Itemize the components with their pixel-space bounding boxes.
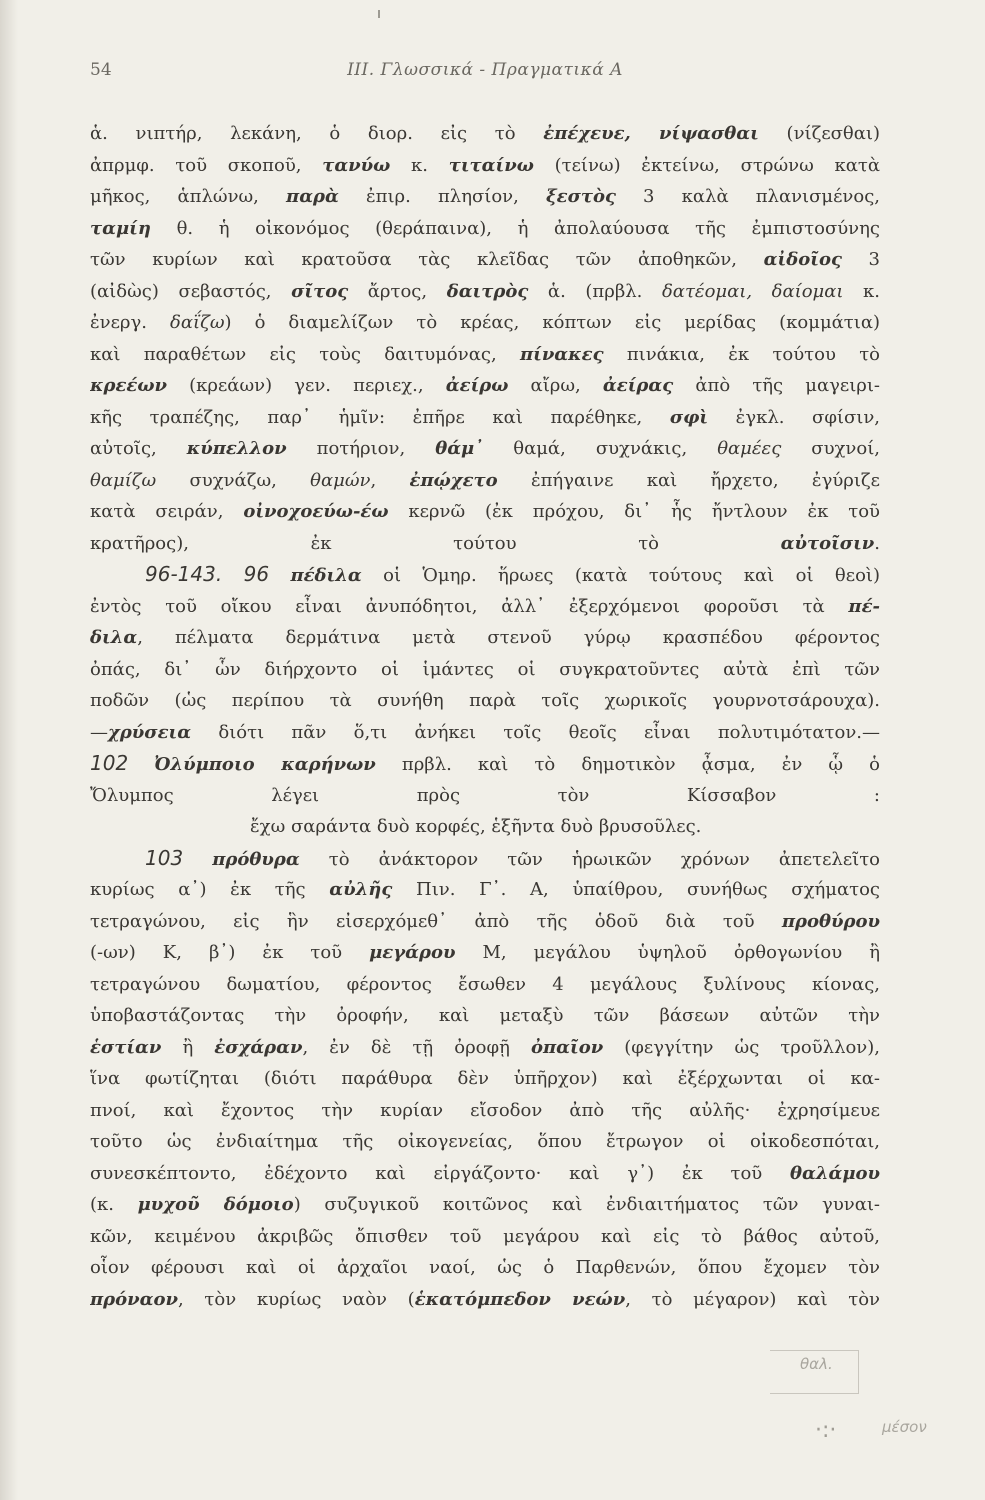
text-run: (κ.: [90, 1194, 138, 1215]
text-line: [90, 685, 880, 717]
text-run: κ.: [390, 154, 449, 176]
text-run: (κρεάων) γεν. περιεχ.,: [166, 375, 446, 396]
text-run: , πέλματα δερμάτινα μετὰ στενοῦ γύρῳ κρασπέδου φέροντος: [137, 627, 880, 648]
text-line: [90, 1221, 880, 1253]
text-run: κ.: [843, 280, 880, 302]
text-line: [90, 843, 880, 875]
text-run: .: [874, 532, 880, 554]
text-line: [90, 1063, 880, 1095]
lemma: δαΐζω: [170, 312, 225, 333]
lemma: ξεστὸς: [545, 186, 616, 207]
text-run: 3: [841, 249, 880, 270]
text-line: [90, 276, 880, 308]
lemma: ὀπαῖον: [530, 1036, 604, 1058]
text-line: [90, 181, 880, 213]
text-line: [90, 1284, 880, 1316]
text-run: , ἐν δὲ τῇ ὀροφῇ: [302, 1036, 531, 1058]
lemma: δαιτρὸς: [446, 280, 529, 302]
text-run: ἐπήγαινε καὶ ἤρχετο, ἐγύριζε: [497, 469, 880, 491]
pencil-dots: ·:·: [815, 1418, 837, 1443]
text-run: Μ, μεγάλου ὑψηλοῦ ὀρθογωνίου ἢ: [455, 942, 880, 963]
text-line: [90, 118, 880, 150]
text-run: ἀπὸ τῆς μαγειρι-: [673, 375, 880, 396]
text-line: [90, 370, 880, 402]
text-line: [90, 937, 880, 969]
text-run: κῶν, κειμένου ἀκριβῶς ὄπισθεν τοῦ μεγάρου καὶ εἰς τὸ βάθος αὐτοῦ,: [90, 1225, 880, 1247]
text-run: κατὰ σειράν,: [90, 501, 244, 522]
text-line: [90, 717, 880, 749]
text-run: διότι πᾶν ὅ,τι ἀνήκει τοῖς θεοῖς εἶναι πολυτιμότατον.—: [191, 721, 880, 743]
lemma: πέ-: [848, 595, 880, 617]
text-run: ἐπιρ. πλησίον,: [338, 186, 546, 207]
text-run: πνοί, καὶ ἔχοντος τὴν κυρίαν εἴσοδον ἀπὸ τῆς αὐλῆς· ἐχρησίμευε: [90, 1099, 880, 1121]
lemma: αὐτοῖσιν: [780, 532, 875, 554]
text-run: πρβλ. καὶ τὸ δημοτικὸν ᾆσμα, ἐν ᾧ ὁ: [375, 754, 880, 775]
lemma: ἑκατόμπεδον νεών: [414, 1288, 626, 1310]
text-line: [90, 528, 880, 560]
lemma: πέδιλα: [290, 565, 362, 586]
lemma: ταμίη: [90, 217, 151, 239]
tick-mark: [378, 10, 380, 18]
lemma: μυχοῦ δόμοιο: [137, 1194, 294, 1215]
text-run: τετραγώνου δωματίου, φέροντος ἔσωθεν 4 μεγάλους ξυλίνους κίονας,: [90, 973, 880, 995]
text-line: [90, 780, 880, 812]
lemma: οἰνοχοεύω-έω: [243, 501, 389, 522]
text-run: , τὸν κυρίως ναὸν (: [178, 1288, 415, 1310]
text-line: [90, 496, 880, 528]
binding-shadow: [0, 0, 18, 1500]
lemma: τιταίνω: [448, 154, 534, 176]
text-run: (φεγγίτην ὡς τροῦλλον),: [603, 1036, 880, 1058]
text-run: κρατῆρος), ἐκ τούτου τὸ: [90, 532, 781, 554]
text-line: [90, 559, 880, 591]
lemma: διλα: [90, 627, 138, 648]
text-run: ποτήριον,: [286, 438, 436, 459]
text-run: μῆκος, ἁπλώνω,: [90, 186, 287, 207]
text-run: (νίζεσθαι): [758, 123, 880, 144]
text-run: [128, 754, 154, 775]
lemma: τανύω: [322, 154, 391, 176]
text-run: κερνῶ (ἐκ πρόχου, δι᾽ ἧς ἤντλουν ἐκ τοῦ: [388, 501, 880, 522]
lemma: θάμ᾽: [435, 438, 484, 459]
lemma: σῖτος: [291, 280, 349, 302]
text-run: συχνοί,: [781, 438, 880, 459]
text-line: [90, 307, 880, 339]
verse-ref-number: 96-143.: [145, 562, 223, 586]
text-line: [90, 874, 880, 906]
text-run: θ. ἡ οἰκονόμος (θεράπαινα), ἡ ἀπολαύουσα τῆς ἐμπιστοσύνης: [150, 217, 880, 239]
lemma: θαμίζω: [90, 469, 157, 491]
text-line: [90, 1252, 880, 1284]
page-header: [90, 60, 880, 90]
text-line: [90, 1158, 880, 1190]
lemma: θαμέες: [717, 438, 782, 459]
text-run: τὸ ἀνάκτορον τῶν ἡρωικῶν χρόνων ἀπετελεῖτο: [299, 848, 880, 870]
text-run: οἱ Ὁμηρ. ἥρωες (κατὰ τούτους καὶ οἱ θεοὶ): [361, 565, 880, 586]
lemma: ἐπέχευε, νίψασθαι: [543, 123, 759, 144]
text-line: [90, 1095, 880, 1127]
lemma: ἀείρας: [602, 375, 674, 396]
text-run: τῶν κυρίων καὶ κρατοῦσα τὰς κλεῖδας τῶν ἀποθηκῶν,: [90, 249, 764, 270]
text-run: ) ὁ διαμελίζων τὸ κρέας, κόπτων εἰς μερίδας (κομμάτια): [224, 312, 880, 333]
lemma: πρόθυρα: [212, 848, 300, 870]
text-run: ἐνεργ.: [90, 312, 171, 333]
text-run: κυρίως α᾽) ἐκ τῆς: [90, 879, 330, 900]
text-line: [90, 748, 880, 780]
text-run: ἔχω σαράντα δυὸ κορφές, ἑξῆντα δυὸ βρυσοῦλες.: [250, 816, 702, 837]
lemma: σφὶ: [669, 406, 709, 428]
text-run: αὐτοῖς,: [90, 438, 187, 459]
text-run: συχνάζω,: [156, 469, 311, 491]
text-run: κῆς τραπέζης, παρ᾽ ἡμῖν: ἐπῆρε καὶ παρέθηκε,: [90, 406, 670, 428]
lemma: ἀείρω: [445, 375, 509, 396]
text-line: [90, 622, 880, 654]
text-line: [90, 906, 880, 938]
text-run: ὀπάς, δι᾽ ὧν διήρχοντο οἱ ἱμάντες οἱ συγκρατοῦντες αὐτὰ ἐπὶ τῶν: [90, 658, 880, 680]
text-run: ποδῶν (ὡς περίπου τὰ συνήθη παρὰ τοῖς χωρικοῖς γουρνοτσάρουχα).: [90, 690, 880, 711]
pencil-side-note: μέσον: [882, 1418, 927, 1436]
text-run: αἴρω,: [508, 375, 603, 396]
text-run: συνεσκέπτοντο, ἐδέχοντο καὶ εἰργάζοντο· καὶ γ᾽) ἐκ τοῦ: [90, 1162, 790, 1184]
text-line: [90, 969, 880, 1001]
text-line: [90, 244, 880, 276]
verse-ref-number: 96: [243, 562, 270, 586]
text-run: [222, 565, 243, 586]
text-run: ἁ. νιπτήρ, λεκάνη, ὁ διορ. εἰς τὸ: [90, 123, 544, 144]
lemma: παρὰ: [286, 186, 339, 207]
text-line: [90, 1000, 880, 1032]
text-line: [90, 591, 880, 623]
text-run: (αἰδὼς) σεβαστός,: [90, 280, 292, 302]
text-run: θαμά, συχνάκις,: [483, 438, 718, 459]
lemma: χρύσεια: [108, 721, 192, 743]
text-run: καὶ παραθέτων εἰς τοὺς δαιτυμόνας,: [90, 343, 520, 365]
lemma: προθύρου: [781, 910, 880, 932]
text-run: [183, 849, 212, 870]
text-line: [90, 402, 880, 434]
text-run: ἐγκλ. σφίσιν,: [708, 406, 880, 428]
text-line: [90, 654, 880, 686]
text-line: [90, 465, 880, 497]
text-run: ὑποβαστάζοντας τὴν ὀροφήν, καὶ μεταξὺ τῶν βάσεων αὐτῶν τὴν: [90, 1005, 880, 1026]
lemma: ἐσχάραν: [214, 1036, 303, 1058]
lemma: Ὀλύμποιο καρήνων: [154, 754, 376, 775]
text-run: 3 καλὰ πλανισμένος,: [615, 186, 880, 207]
text-run: οἷον φέρουσι καὶ οἱ ἀρχαῖοι ναοί, ὡς ὁ Παρθενών, ὅπου ἔχομεν τὸν: [90, 1257, 880, 1278]
text-run: Πιν. Γ᾽. Α, ὑπαίθρου, συνήθως σχήματος: [392, 879, 880, 900]
text-line: [90, 1189, 880, 1221]
text-run: —: [90, 721, 108, 743]
page-number: 54: [90, 60, 112, 80]
text-run: τετραγώνου, εἰς ἣν εἰσερχόμεθ᾽ ἀπὸ τῆς ὁδοῦ διὰ τοῦ: [90, 910, 782, 932]
text-line: [90, 339, 880, 371]
text-line: [90, 433, 880, 465]
verse-ref-number: 102: [90, 751, 129, 775]
verse-ref-number: 103: [145, 845, 184, 870]
body-text: [90, 118, 880, 1315]
text-run: Ὄλυμπος λέγει πρὸς τὸν Κίσσαβον :: [90, 784, 880, 806]
text-run: τοῦτο ὡς ἐνδιαίτημα τῆς οἰκογενείας, ὅπου ἔτρωγον οἱ οἰκοδεσπόται,: [90, 1131, 880, 1152]
text-run: ) συζυγικοῦ κοιτῶνος καὶ ἐνδιαιτήματος τῶν γυναι-: [293, 1194, 880, 1215]
lemma: κρεέων: [90, 375, 167, 396]
lemma: αὐλῆς: [329, 879, 393, 900]
text-run: (τείνω) ἐκτείνω, στρώνω κατὰ: [533, 154, 880, 176]
text-run: , τὸ μέγαρον) καὶ τὸν: [625, 1288, 880, 1310]
text-run: πινάκια, ἐκ τούτου τὸ: [603, 343, 880, 365]
text-run: ἐντὸς τοῦ οἴκου εἶναι ἀνυπόδητοι, ἀλλ᾽ ἐξερχόμενοι φοροῦσι τὰ: [90, 595, 849, 617]
text-line: [90, 213, 880, 245]
text-run: ἁ. (πρβλ.: [528, 280, 662, 302]
text-run: ,: [370, 469, 410, 491]
lemma: κύπελλον: [186, 438, 287, 459]
text-run: ἢ: [161, 1036, 215, 1058]
lemma: θαμών: [310, 469, 371, 491]
text-run: ἄρτος,: [348, 280, 447, 302]
lemma: πίνακες: [519, 343, 604, 365]
lemma: ἑστίαν: [90, 1036, 162, 1058]
lemma: ἐπῴχετο: [409, 469, 498, 491]
lemma: δατέομαι, δαίομαι: [661, 280, 844, 302]
text-run: ἵνα φωτίζηται (διότι παράθυρα δὲν ὑπῆρχον) καὶ ἐξέρχωνται οἱ κα-: [90, 1068, 880, 1089]
text-line: [90, 1032, 880, 1064]
lemma: πρόναον: [90, 1288, 178, 1310]
text-run: (-ων) Κ, β᾽) ἐκ τοῦ: [90, 942, 370, 963]
running-title: III. Γλωσσικά - Πραγματικά Α: [347, 60, 623, 80]
lemma: μεγάρου: [369, 942, 456, 963]
lemma: θαλάμου: [790, 1162, 880, 1184]
pencil-note: θαλ.: [800, 1355, 833, 1373]
text-line: [90, 150, 880, 182]
text-run: ἀπρμφ. τοῦ σκοποῦ,: [90, 154, 323, 176]
text-line: [90, 1126, 880, 1158]
text-run: [269, 565, 290, 586]
text-line: [90, 811, 880, 843]
lemma: αἰδοῖος: [763, 249, 842, 270]
